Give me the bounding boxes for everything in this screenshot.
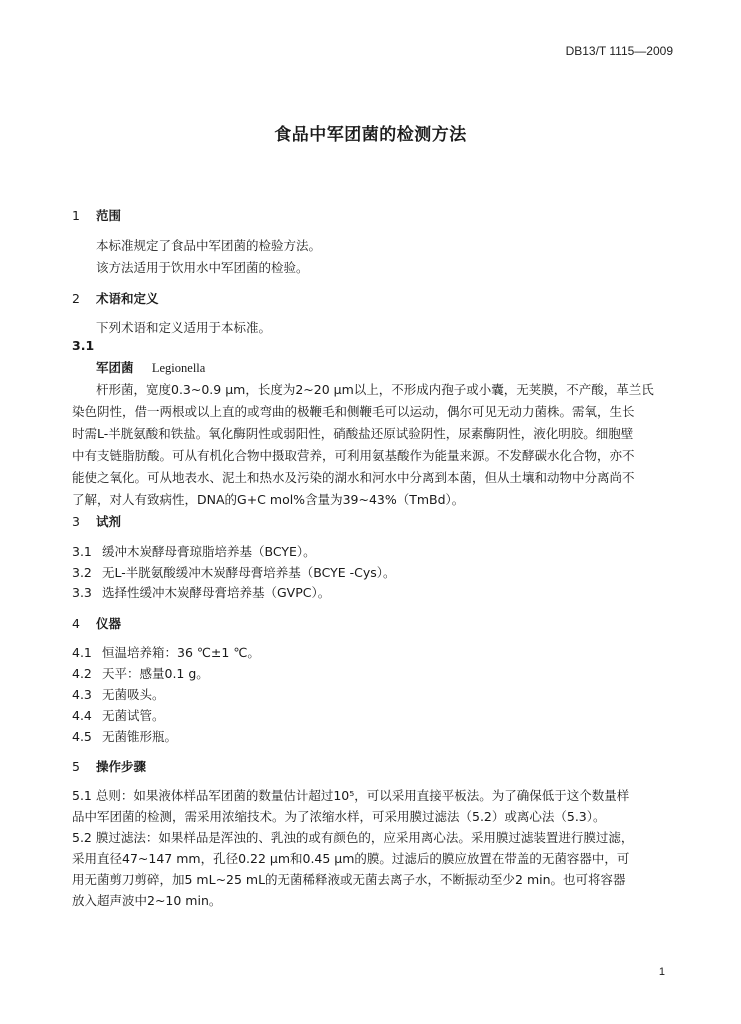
definition-line: 了解，对人有致病性，DNA的G+C mol%含量为39~43%（TmBd）。 [72,492,465,507]
item-text: 无菌锥形瓶。 [102,729,178,744]
procedure-line: 品中军团菌的检测，需采用浓缩技术。为了浓缩水样，可采用膜过滤法（5.2）或离心法（5.3）。 [72,809,606,824]
instrument-item [72,664,209,682]
section-number: 4 [72,616,80,631]
item-text: 天平：感量0.1 g。 [102,666,209,681]
item-number: 4.1 [72,645,92,660]
section-title: 范围 [96,208,122,223]
section-number: 1 [72,208,80,223]
section-2-heading [72,289,159,307]
section-number: 3 [72,514,80,529]
item-number: 4.4 [72,708,92,723]
section-number: 2 [72,291,80,306]
reagent-item [72,583,330,601]
item-text: 无L-半胱氨酸缓冲木炭酵母膏培养基（BCYE -Cys）。 [102,565,396,580]
procedure-line: 用无菌剪刀剪碎，加5 mL~25 mL的无菌稀释液或无菌去离子水，不断振动至少2 min。也可将容器 [72,872,626,887]
section-title: 仪器 [96,616,122,631]
procedure-line: 放入超声波中2~10 min。 [72,893,222,908]
paragraph: 下列术语和定义适用于本标准。 [96,320,272,335]
paragraph: 本标准规定了食品中军团菌的检验方法。 [96,238,322,253]
section-1-heading [72,206,121,224]
item-text: 无菌吸头。 [102,687,165,702]
section-3-heading [72,512,121,530]
item-number: 4.2 [72,666,92,681]
definition-line: 能使之氧化。可从地表水、泥土和热水及污染的湖水和河水中分离到本菌，但从土壤和动物中分离尚不 [72,470,635,485]
item-number: 3.3 [72,585,92,600]
item-text: 选择性缓冲木炭酵母膏培养基（GVPC）。 [102,585,331,600]
procedure-line: 5.1 总则：如果液体样品军团菌的数量估计超过10⁵，可以采用直接平板法。为了确保低于这个数量样 [72,788,630,803]
definition-line: 染色阴性，借一两根或以上直的或弯曲的极鞭毛和侧鞭毛可以运动，偶尔可见无动力菌株。需氧，生长 [72,404,635,419]
instrument-item [72,727,177,745]
reagent-item [72,563,396,581]
section-number: 5 [72,759,80,774]
reagent-item [72,542,316,560]
page-title: 食品中军团菌的检测方法 [274,125,467,145]
section-title: 操作步骤 [96,759,147,774]
term-english: Legionella [151,361,206,375]
item-text: 恒温培养箱：36 ℃±1 ℃。 [102,645,260,660]
item-text: 无菌试管。 [102,708,165,723]
item-number: 4.3 [72,687,92,702]
definition-line: 时需L-半胱氨酸和铁盐。氧化酶阴性或弱阳性，硝酸盐还原试验阴性，尿素酶阴性，液化明胶。细胞壁 [72,426,634,441]
instrument-item [72,706,165,724]
definition-line: 杆形菌，宽度0.3~0.9 μm，长度为2~20 μm以上，不形成内孢子或小囊，无荚膜，不产酸，革兰氏 [96,382,654,397]
instrument-item [72,643,260,661]
item-text: 缓冲木炭酵母膏琼脂培养基（BCYE）。 [102,544,316,559]
term-chinese: 军团菌 [96,360,134,375]
section-title: 术语和定义 [96,291,159,306]
procedure-line: 采用直径47~147 mm，孔径0.22 μm和0.45 μm的膜。过滤后的膜应放置在带盖的无菌容器中，可 [72,851,630,866]
section-title: 试剂 [96,514,122,529]
definition-line: 中有支链脂肪酸。可从有机化合物中摄取营养，可利用氨基酸作为能量来源。不发酵碳水化合物，亦不 [72,448,635,463]
page-number: 1 [658,966,665,978]
item-number: 3.2 [72,565,92,580]
procedure-line: 5.2 膜过滤法：如果样品是浑浊的、乳浊的或有颜色的，应采用离心法。采用膜过滤装置进行膜过滤， [72,830,634,845]
item-number: 3.1 [72,544,92,559]
subsection-number: 3.1 [72,338,95,353]
paragraph: 该方法适用于饮用水中军团菌的检验。 [96,260,309,275]
term-entry [96,358,205,376]
section-5-heading [72,757,146,775]
section-4-heading [72,614,121,632]
instrument-item [72,685,165,703]
document-number: DB13/T 1115—2009 [565,44,673,58]
item-number: 4.5 [72,729,92,744]
